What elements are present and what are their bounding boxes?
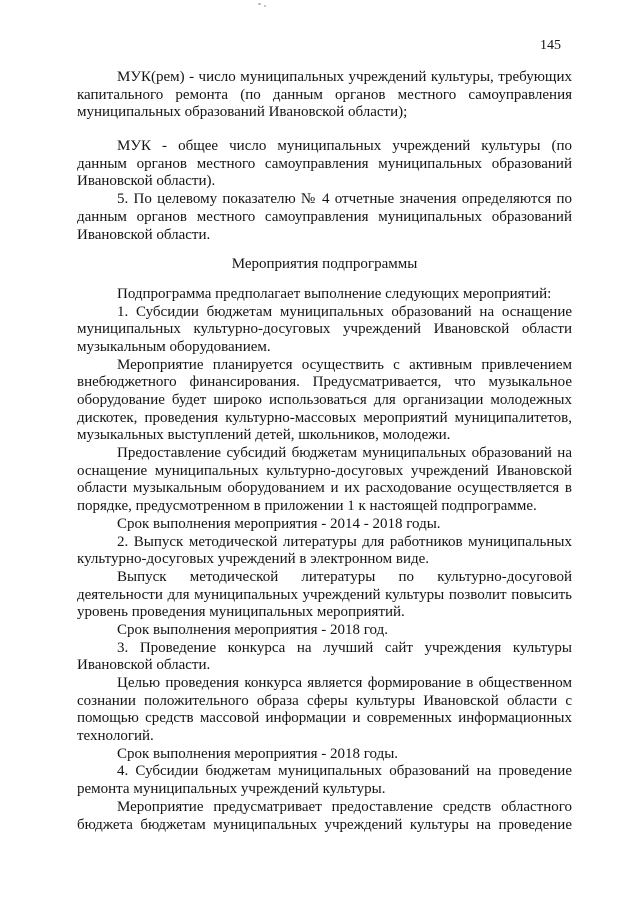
paragraph <box>77 675 572 746</box>
paragraph <box>77 640 572 675</box>
text-line: оснащение муниципальных культурно-досуговых учреждений Ивановской <box>77 462 572 479</box>
text-line: данным органов местного самоуправления муниципальных образований <box>77 155 572 172</box>
paragraph <box>77 138 572 191</box>
text-line: внебюджетного финансирования. Предусматривается, что музыкальное <box>77 374 572 391</box>
text-line: капитального ремонта (по данным органов местного самоуправления <box>77 86 572 103</box>
paragraph <box>77 569 572 622</box>
text-line: Предоставление субсидий бюджетам муниципальных образований на <box>117 445 572 462</box>
paragraph <box>77 191 572 244</box>
scan-speck <box>258 3 261 5</box>
text-line: музыкальным оборудованием. <box>77 338 271 355</box>
text-line: Срок выполнения мероприятия - 2014 - 2018 годы. <box>117 515 441 532</box>
text-line: ремонта муниципальных учреждений культуры. <box>77 781 386 798</box>
text-line: муниципальных образований Ивановской области); <box>77 104 408 121</box>
text-line: МУК(рем) - число муниципальных учреждений культуры, требующих <box>117 69 572 85</box>
text-line: Срок выполнения мероприятия - 2018 годы. <box>117 745 399 762</box>
text-line: бюджета бюджетам муниципальных учреждений культуры на проведение <box>77 816 572 833</box>
text-line: дискотек, проведения культурно-массовых мероприятий муниципалитетов, <box>77 409 572 426</box>
text-line: музыкальных выступлений детей, школьников, молодежи. <box>77 427 451 444</box>
text-line: технологий. <box>77 728 154 745</box>
text-line: муниципальных культурно-досуговых учреждений Ивановской области <box>77 321 572 338</box>
text-line: области музыкальным оборудованием и их расходование осуществляется в <box>77 480 572 497</box>
text-line: МУК - общее число муниципальных учреждений культуры (по <box>117 138 572 155</box>
text-line: Ивановской области). <box>77 173 216 190</box>
paragraph <box>77 286 572 304</box>
text-line: оборудование будет широко использоваться для организации молодежных <box>77 392 572 408</box>
text-line: 3. Проведение конкурса на лучший сайт учреждения культуры <box>117 639 572 656</box>
text-line: 1. Субсидии бюджетам муниципальных образований на оснащение <box>117 303 572 320</box>
text-line: 2. Выпуск методической литературы для работников муниципальных <box>117 533 572 550</box>
page-number: 145 <box>540 38 561 53</box>
paragraph <box>77 445 572 516</box>
paragraph <box>77 304 572 357</box>
text-line: Подпрограмма предполагает выполнение следующих мероприятий: <box>117 285 552 302</box>
text-line: уровень проведения муниципальных мероприятий. <box>77 604 405 621</box>
paragraph <box>77 763 572 798</box>
text-line: Мероприятие планируется осуществить с активным привлечением <box>117 356 572 373</box>
paragraph <box>77 622 572 640</box>
text-line: сознании положительного образа сферы культуры Ивановской области с <box>77 692 572 709</box>
scan-speck <box>264 5 266 7</box>
text-line: Ивановской области. <box>77 657 211 674</box>
text-line: культурно-досуговых учреждений в электронном виде. <box>77 551 430 568</box>
text-line: Мероприятие предусматривает предоставление средств областного <box>117 798 572 815</box>
text-line: помощью средств массовой информации и современных информационных <box>77 710 572 727</box>
text-line: данным органов местного самоуправления муниципальных образований <box>77 208 572 225</box>
heading-text: Мероприятия подпрограммы <box>231 256 418 273</box>
paragraph <box>77 799 572 834</box>
text-line: деятельности для муниципальных учреждений культуры позволит повысить <box>77 586 572 603</box>
paragraph <box>77 357 572 445</box>
paragraph <box>77 534 572 569</box>
paragraph <box>77 69 572 122</box>
text-line: Ивановской области. <box>77 226 211 243</box>
document-body <box>77 69 572 834</box>
text-line: 5. По целевому показателю № 4 отчетные значения определяются по <box>117 191 572 208</box>
text-line: Срок выполнения мероприятия - 2018 год. <box>117 621 388 638</box>
paragraph <box>77 516 572 534</box>
text-line: Целью проведения конкурса является формирование в общественном <box>117 675 572 691</box>
text-line: Выпуск методической литературы по культурно-досуговой <box>117 568 572 585</box>
paragraph <box>77 746 572 764</box>
text-line: 4. Субсидии бюджетам муниципальных образований на проведение <box>117 763 572 780</box>
text-line: порядке, предусмотренном в приложении 1 к настоящей подпрограмме. <box>77 498 537 515</box>
section-heading <box>77 256 572 274</box>
